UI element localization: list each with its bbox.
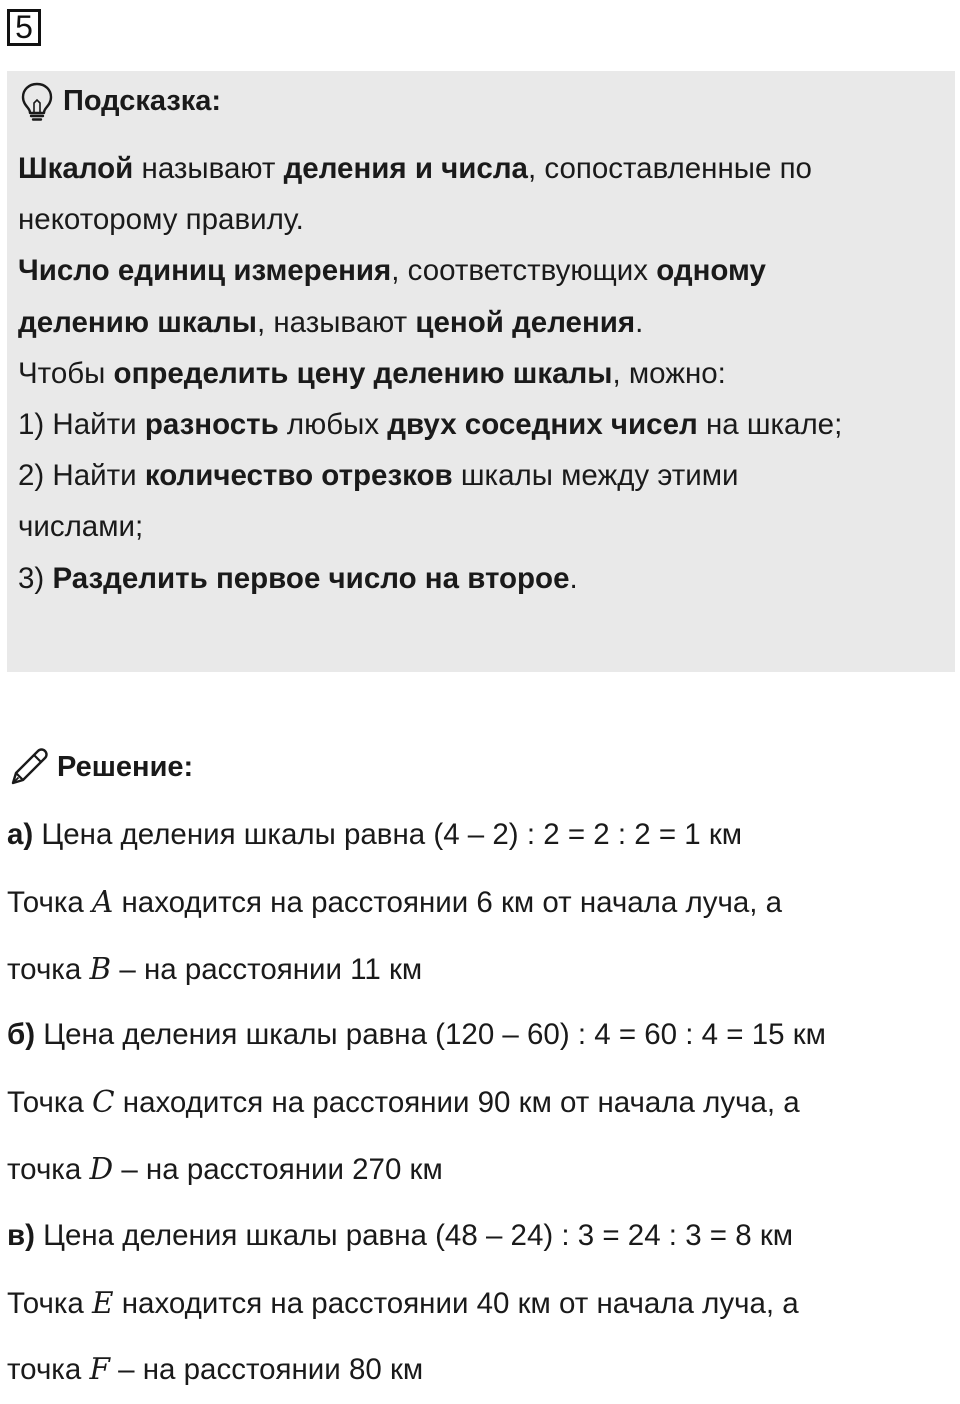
hint-header [19,81,221,121]
bold-text: определить цену делению шкалы [113,356,613,390]
text-segment: – на расстоянии 11 км [111,952,423,986]
text-segment: некоторому правилу. [18,203,304,237]
text-segment: Цена деления шкалы равна (120 – 60) : 4 = 60 : 4 = 15 км [35,1018,826,1052]
solution-line [7,1002,952,1069]
lightbulb-icon [19,81,55,121]
bold-text: деления и числа [283,152,528,185]
pencil-icon [7,745,51,789]
text-segment: Точка [7,1286,92,1320]
text-segment: . [569,561,578,595]
text-segment: – на расстоянии 80 км [109,1353,424,1387]
bold-text: ценой деления [415,305,636,339]
text-segment: Точка [7,1086,92,1120]
bold-text: Разделить первое число на второе [52,561,570,595]
point-variable: A [92,884,114,919]
text-segment: называют [133,152,284,185]
point-variable: F [89,1352,110,1387]
solution-text [7,802,952,1403]
hint-line [18,245,943,296]
text-segment: точка [7,1152,90,1186]
text-segment: 2) Найти [18,459,145,493]
bold-text: одному [656,254,766,288]
task-number: 5 [15,9,33,45]
text-segment: – на расстоянии 270 км [113,1152,443,1186]
point-variable: D [89,1151,114,1186]
text-segment: числами; [18,510,144,544]
solution-line [7,1270,952,1337]
text-segment: на шкале; [697,407,843,441]
point-variable: B [89,951,112,986]
bold-text: разность [144,407,279,441]
text-segment: Точка [7,885,92,919]
solution-line [7,1203,952,1270]
bold-text: в) [7,1218,35,1252]
solution-title: Решение: [57,750,194,783]
hint-title: Подсказка: [63,84,222,117]
point-variable: E [92,1285,114,1320]
point-variable: C [92,1085,115,1120]
hint-line [18,399,943,450]
solution-line [7,1336,952,1403]
text-segment: точка [7,952,90,986]
hint-line [18,348,943,399]
hint-line [18,553,943,604]
text-segment: 1) Найти [18,407,145,441]
text-segment: Цена деления шкалы равна (48 – 24) : 3 = 24 : 3 = 8 км [34,1218,794,1252]
text-segment: находится на расстоянии 90 км от начала луча, а [114,1086,800,1120]
text-segment: любых [278,407,388,441]
bold-text: количество отрезков [144,459,453,493]
hint-panel [7,71,955,672]
hint-line [18,297,943,348]
text-segment: Цена деления шкалы равна (4 – 2) : 2 = 2 : 2 = 1 км [33,818,743,851]
text-segment: точка [7,1353,90,1387]
solution-line [7,1136,952,1203]
text-segment: 3) [18,561,53,595]
solution-line [7,1069,952,1136]
text-segment: , можно: [612,356,726,390]
bold-text: Шкалой [18,152,134,185]
text-segment: шкалы между этими [452,459,739,493]
hint-line [18,450,943,501]
solution-line [7,936,952,1003]
hint-line [18,501,943,552]
text-segment: , называют [256,305,416,339]
hint-line [18,143,943,194]
text-segment: , соответствующих [391,254,657,288]
text-segment: находится на расстоянии 40 км от начала луча, а [113,1286,799,1320]
bold-text: б) [7,1018,36,1052]
bold-text: делению шкалы [18,305,257,339]
task-number-box [7,9,41,46]
bold-text: а) [7,818,34,851]
text-segment: . [635,305,644,339]
text-segment: находится на расстоянии 6 км от начала луча, а [113,885,783,919]
solution-header [7,745,193,789]
bold-text: двух соседних чисел [387,407,698,441]
bold-text: Число единиц измерения [18,254,392,288]
solution-line [7,802,952,869]
text-segment: Чтобы [18,356,114,390]
solution-line [7,869,952,936]
text-segment: , сопоставленные по [527,152,812,185]
hint-line [18,194,943,245]
hint-text [18,143,943,604]
